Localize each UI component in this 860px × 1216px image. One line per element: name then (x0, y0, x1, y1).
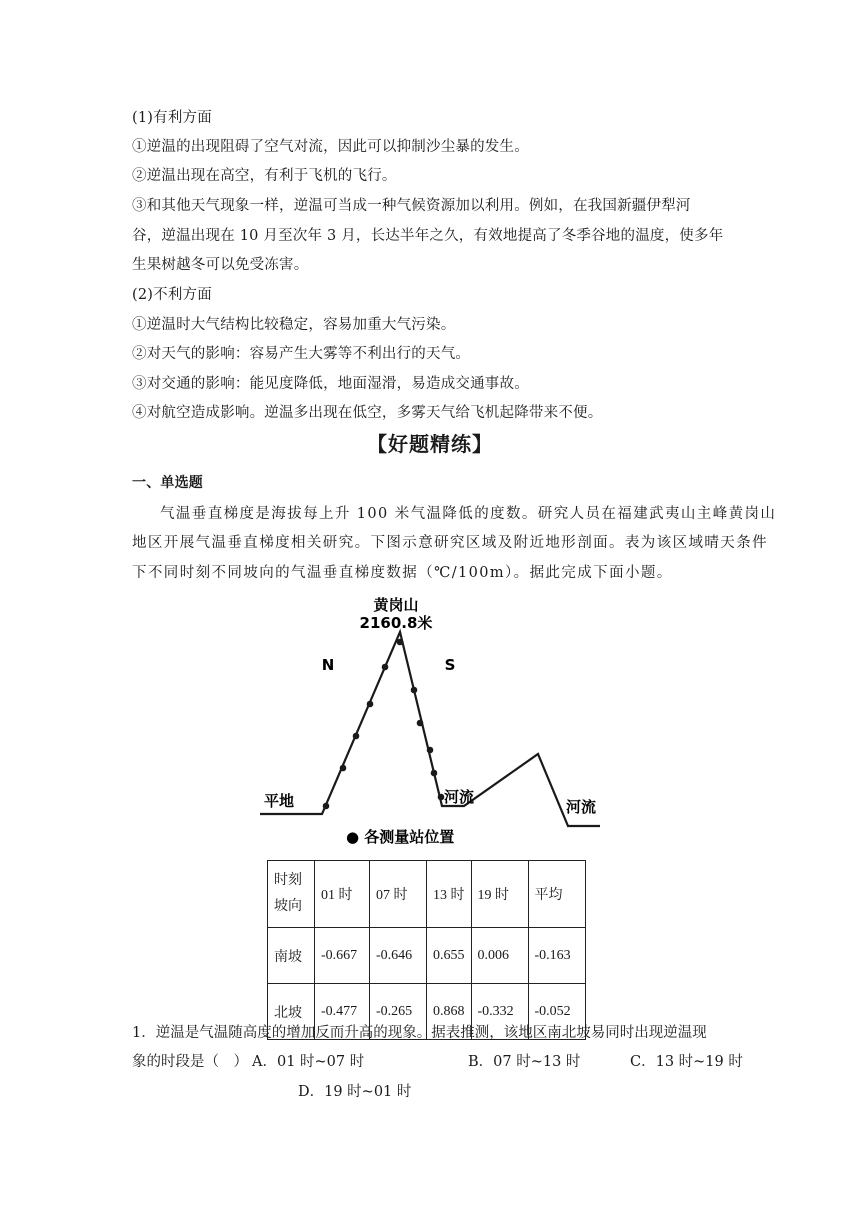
header-corner-cell (268, 861, 315, 928)
question-line-1: 1．逆温是气温随高度的增加反而升高的现象。据表推测，该地区南北坡易同时出现逆温现 (132, 1025, 707, 1041)
option-d[interactable]: D．19 时~01 时 (298, 1084, 412, 1100)
pros-item-1: ①逆温的出现阻碍了空气对流，因此可以抑制沙尘暴的发生。 (132, 139, 529, 155)
header-cell: 平均 (528, 861, 585, 928)
option-c[interactable]: C．13 时~19 时 (630, 1054, 743, 1070)
pros-item-3-line-1: ③和其他天气现象一样，逆温可当成一种气候资源加以利用。例如，在我国新疆伊犁河 (132, 198, 691, 214)
south-label: S (444, 656, 456, 674)
pros-item-3-line-2: 谷，逆温出现在 10 月至次年 3 月，长达半年之久，有效地提高了冬季谷地的温度，使多年 (132, 228, 724, 244)
exercise-title: 【好题精练】 (367, 432, 493, 456)
station-dot (431, 770, 438, 777)
station-dot (417, 720, 424, 727)
cons-item-2: ②对天气的影响：容易产生大雾等不利出行的天气。 (132, 346, 471, 362)
station-dot (353, 733, 360, 740)
measurement-stations (323, 639, 445, 810)
header-cell: 13 时 (427, 861, 472, 928)
peak-name-label: 黄岗山 (373, 596, 419, 614)
header-cell: 07 时 (370, 861, 427, 928)
river-label-2: 河流 (566, 798, 597, 816)
table-cell: -0.667 (315, 928, 370, 984)
option-a[interactable]: A．01 时~07 时 (252, 1054, 365, 1070)
terrain-profile-line (260, 632, 600, 826)
intro-line-3: 下不同时刻不同坡向的气温垂直梯度数据（℃/100m）。据此完成下面小题。 (132, 565, 673, 581)
table-cell: -0.646 (370, 928, 427, 984)
table-cell: -0.265 (370, 984, 427, 1040)
table-header-row (268, 861, 586, 928)
pros-item-2: ②逆温出现在高空，有利于飞机的飞行。 (132, 168, 397, 184)
cons-item-1: ①逆温时大气结构比较稳定，容易加重大气污染。 (132, 317, 456, 333)
table-cell: -0.332 (471, 984, 528, 1040)
intro-line-1: 气温垂直梯度是海拔每上升 100 米气温降低的度数。研究人员在福建武夷山主峰黄岗山 (160, 506, 777, 522)
pros-heading: (1)有利方面 (132, 110, 212, 126)
table-cell: 0.006 (471, 928, 528, 984)
pros-item-3-line-3: 生果树越冬可以免受冻害。 (132, 257, 309, 273)
header-cell: 01 时 (315, 861, 370, 928)
table-cell: 0.868 (427, 984, 472, 1040)
cons-item-3: ③对交通的影响：能见度降低，地面湿滑，易造成交通事故。 (132, 376, 529, 392)
flat-label: 平地 (264, 792, 295, 810)
station-dot (427, 747, 434, 754)
station-dot (340, 765, 347, 772)
station-legend: ● 各测量站位置 (346, 828, 455, 846)
table-cell: -0.163 (528, 928, 585, 984)
table-row (268, 928, 586, 984)
table-cell: 0.655 (427, 928, 472, 984)
row-label: 北坡 (268, 984, 315, 1040)
header-cell: 19 时 (471, 861, 528, 928)
station-dot (397, 639, 404, 646)
cons-item-4: ④对航空造成影响。逆温多出现在低空，多雾天气给飞机起降带来不便。 (132, 405, 603, 421)
table-cell: -0.052 (528, 984, 585, 1040)
north-label: N (321, 656, 335, 674)
peak-height-label: 2160.8米 (359, 614, 433, 632)
header-time-label: 时刻 (274, 873, 302, 888)
station-dot (323, 803, 330, 810)
question-stem-end: 象的时段是（ ） (132, 1054, 248, 1070)
terrain-profile-figure (250, 590, 610, 855)
station-dot (367, 701, 374, 708)
header-slope-label: 坡向 (274, 899, 302, 914)
river-label-1: 河流 (444, 788, 475, 806)
cons-heading: (2)不利方面 (132, 287, 212, 303)
intro-line-2: 地区开展气温垂直梯度相关研究。下图示意研究区域及附近地形剖面。表为该区域晴天条件 (132, 535, 768, 551)
option-b[interactable]: B．07 时~13 时 (468, 1054, 581, 1070)
station-dot (382, 664, 389, 671)
section-label: 一、单选题 (132, 475, 203, 491)
gradient-table (267, 860, 586, 1040)
table-cell: -0.477 (315, 984, 370, 1040)
station-dot (411, 687, 418, 694)
row-label: 南坡 (268, 928, 315, 984)
